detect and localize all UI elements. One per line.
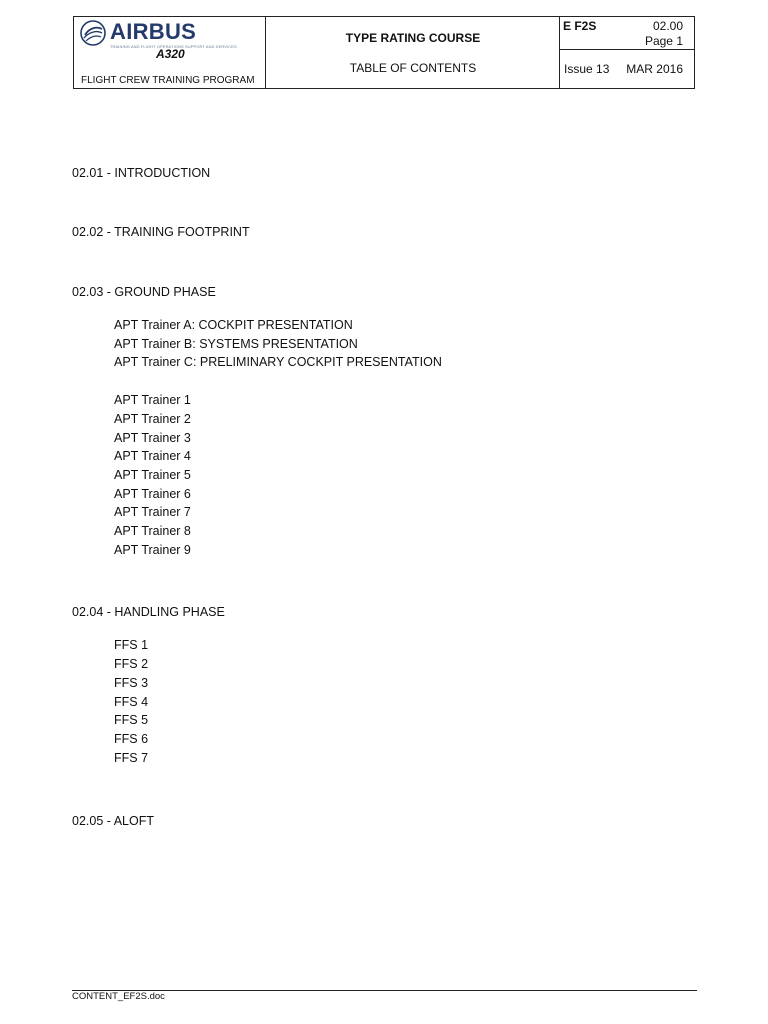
issue-number: Issue 13 (564, 62, 610, 76)
header-right-cell (560, 17, 694, 88)
document-header (73, 16, 695, 89)
table-of-contents (72, 164, 692, 831)
toc-item: FFS 1 (114, 638, 149, 653)
header-ref-box (560, 17, 694, 50)
header-left-cell (74, 17, 266, 88)
toc-item: APT Trainer 2 (114, 411, 191, 426)
issue-date: MAR 2016 (626, 62, 683, 76)
airbus-logo (80, 19, 237, 49)
toc-item: FFS 2 (114, 657, 149, 672)
toc-item: APT Trainer A: COCKPIT PRESENTATION (114, 318, 353, 332)
page-number: Page 1 (644, 34, 683, 48)
toc-item: APT Trainer 9 (114, 542, 191, 557)
toc-item: APT Trainer 1 (114, 393, 191, 408)
toc-section-ground-phase: 02.03 - GROUND PHASE (72, 285, 216, 299)
toc-item: FFS 7 (114, 750, 149, 765)
toc-item: APT Trainer C: PRELIMINARY COCKPIT PRESENTATION (114, 355, 442, 370)
footer-divider (72, 990, 697, 991)
footer-filename: CONTENT_EF2S.doc (72, 991, 165, 1002)
toc-section-introduction: 02.01 - INTRODUCTION (72, 166, 211, 180)
aircraft-type: A320 (156, 47, 185, 61)
header-issue-box (560, 49, 694, 88)
logo-tagline: TRAINING AND FLIGHT OPERATIONS SUPPORT AND SERVICES (110, 44, 237, 49)
toc-item: APT Trainer 4 (114, 449, 191, 464)
toc-item: FFS 6 (114, 731, 149, 746)
toc-item: APT Trainer 3 (114, 430, 191, 445)
toc-section-handling-phase: 02.04 - HANDLING PHASE (72, 605, 225, 620)
toc-item: FFS 5 (114, 713, 149, 728)
toc-section-training-footprint: 02.02 - TRAINING FOOTPRINT (72, 225, 250, 239)
document-title: TABLE OF CONTENTS (349, 61, 477, 75)
course-title: TYPE RATING COURSE (345, 31, 481, 45)
toc-item: APT Trainer 6 (114, 486, 191, 501)
toc-section-aloft: 02.05 - ALOFT (72, 814, 154, 829)
toc-item: APT Trainer 7 (114, 505, 191, 520)
toc-item: FFS 4 (114, 694, 149, 709)
toc-item: APT Trainer 5 (114, 467, 191, 482)
airbus-logo-icon (80, 20, 106, 46)
program-name: FLIGHT CREW TRAINING PROGRAM (81, 75, 255, 86)
logo-wordmark: AIRBUS (110, 19, 197, 44)
toc-item: FFS 3 (114, 675, 149, 690)
toc-item: APT Trainer 8 (114, 524, 191, 539)
doc-reference: E F2S (563, 19, 597, 33)
chapter-number: 02.00 (652, 19, 683, 33)
toc-item: APT Trainer B: SYSTEMS PRESENTATION (114, 336, 358, 351)
header-middle-cell (266, 17, 560, 88)
